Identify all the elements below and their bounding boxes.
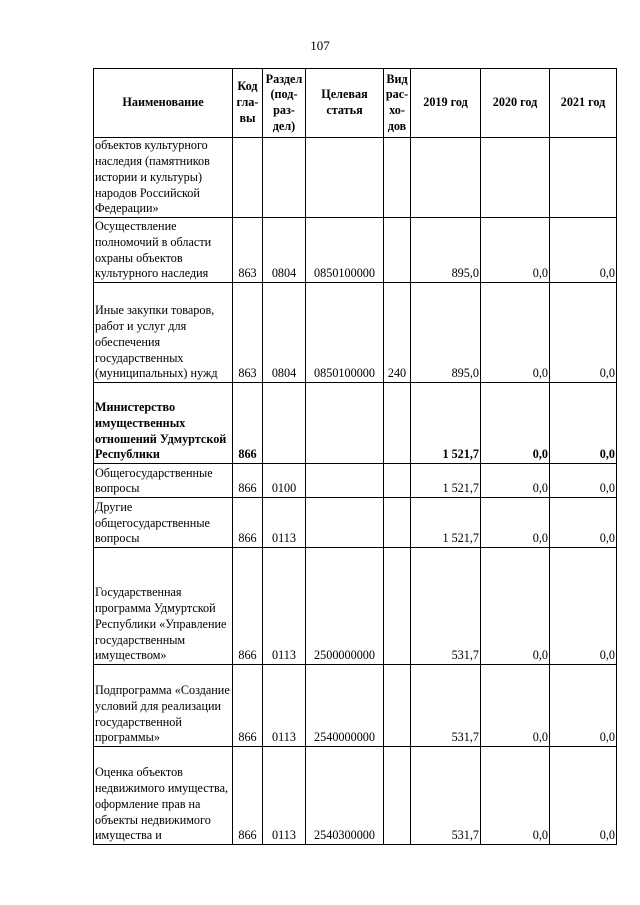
row-article [306,138,384,218]
row-article: 2540000000 [306,665,384,747]
row-2019: 895,0 [411,218,481,283]
row-2019: 531,7 [411,747,481,845]
table-row [94,383,617,464]
table-row [94,464,617,498]
row-2019 [411,138,481,218]
row-article: 0850100000 [306,283,384,383]
row-section: 0804 [263,283,306,383]
row-2021: 0,0 [550,548,617,665]
header-2021: 2021 год [550,69,617,138]
table-row [94,498,617,548]
row-code [233,138,263,218]
row-article [306,498,384,548]
row-section: 0100 [263,464,306,498]
row-section: 0113 [263,747,306,845]
row-2019: 895,0 [411,283,481,383]
header-expense-type: Вид рас- хо- дов [384,69,411,138]
row-2020: 0,0 [481,548,550,665]
page-number: 107 [310,38,330,53]
row-2019: 1 521,7 [411,498,481,548]
row-2020: 0,0 [481,747,550,845]
table-row [94,283,617,383]
row-section: 0804 [263,218,306,283]
row-article: 2540300000 [306,747,384,845]
row-type [384,218,411,283]
row-code: 866 [233,665,263,747]
header-2019: 2019 год [411,69,481,138]
header-name: Наименование [94,69,233,138]
row-section: 0113 [263,665,306,747]
row-type [384,138,411,218]
row-section: 0113 [263,498,306,548]
row-2020: 0,0 [481,464,550,498]
table-row [94,665,617,747]
row-2020 [481,138,550,218]
row-2021: 0,0 [550,218,617,283]
row-code: 866 [233,498,263,548]
table-row [94,548,617,665]
row-name: Иные закупки товаров, работ и услуг для обеспечения государственных (муниципальных) нужд [94,283,233,383]
row-code: 866 [233,464,263,498]
row-section [263,383,306,464]
row-type [384,464,411,498]
row-2021: 0,0 [550,283,617,383]
row-name: Осуществление полномочий в области охраны объектов культурного наследия [94,218,233,283]
row-article: 2500000000 [306,548,384,665]
row-2020: 0,0 [481,218,550,283]
row-2021 [550,138,617,218]
budget-table [93,68,617,845]
row-2021: 0,0 [550,498,617,548]
row-type [384,747,411,845]
row-name: Подпрограмма «Создание условий для реализации государственной программы» [94,665,233,747]
header-section: Раздел (под- раз- дел) [263,69,306,138]
header-2020: 2020 год [481,69,550,138]
table-row [94,138,617,218]
row-2021: 0,0 [550,747,617,845]
row-2021: 0,0 [550,383,617,464]
row-code: 863 [233,218,263,283]
row-section: 0113 [263,548,306,665]
table-row [94,747,617,845]
row-2020: 0,0 [481,383,550,464]
row-type [384,498,411,548]
row-2020: 0,0 [481,498,550,548]
row-type [384,548,411,665]
row-name: Государственная программа Удмуртской Республики «Управление государственным имуществом» [94,548,233,665]
row-type [384,383,411,464]
row-2021: 0,0 [550,665,617,747]
row-article [306,383,384,464]
row-2020: 0,0 [481,665,550,747]
row-name: Оценка объектов недвижимого имущества, оформление прав на объекты недвижимого имущества и [94,747,233,845]
row-code: 866 [233,383,263,464]
row-name: Общегосударственные вопросы [94,464,233,498]
row-type: 240 [384,283,411,383]
row-2019: 531,7 [411,548,481,665]
row-name: Другие общегосударственные вопросы [94,498,233,548]
row-article: 0850100000 [306,218,384,283]
table-header-row [94,69,617,138]
row-2019: 531,7 [411,665,481,747]
row-2019: 1 521,7 [411,464,481,498]
row-type [384,665,411,747]
row-section [263,138,306,218]
row-2019: 1 521,7 [411,383,481,464]
header-target-article: Целевая статья [306,69,384,138]
row-code: 863 [233,283,263,383]
row-code: 866 [233,548,263,665]
row-code: 866 [233,747,263,845]
table-row [94,218,617,283]
row-name: Министерство имущественных отношений Удмуртской Республики [94,383,233,464]
row-2021: 0,0 [550,464,617,498]
row-name: объектов культурного наследия (памятников истории и культуры) народов Российской Федерации» [94,138,233,218]
row-2020: 0,0 [481,283,550,383]
row-article [306,464,384,498]
header-code-chapter: Код гла- вы [233,69,263,138]
